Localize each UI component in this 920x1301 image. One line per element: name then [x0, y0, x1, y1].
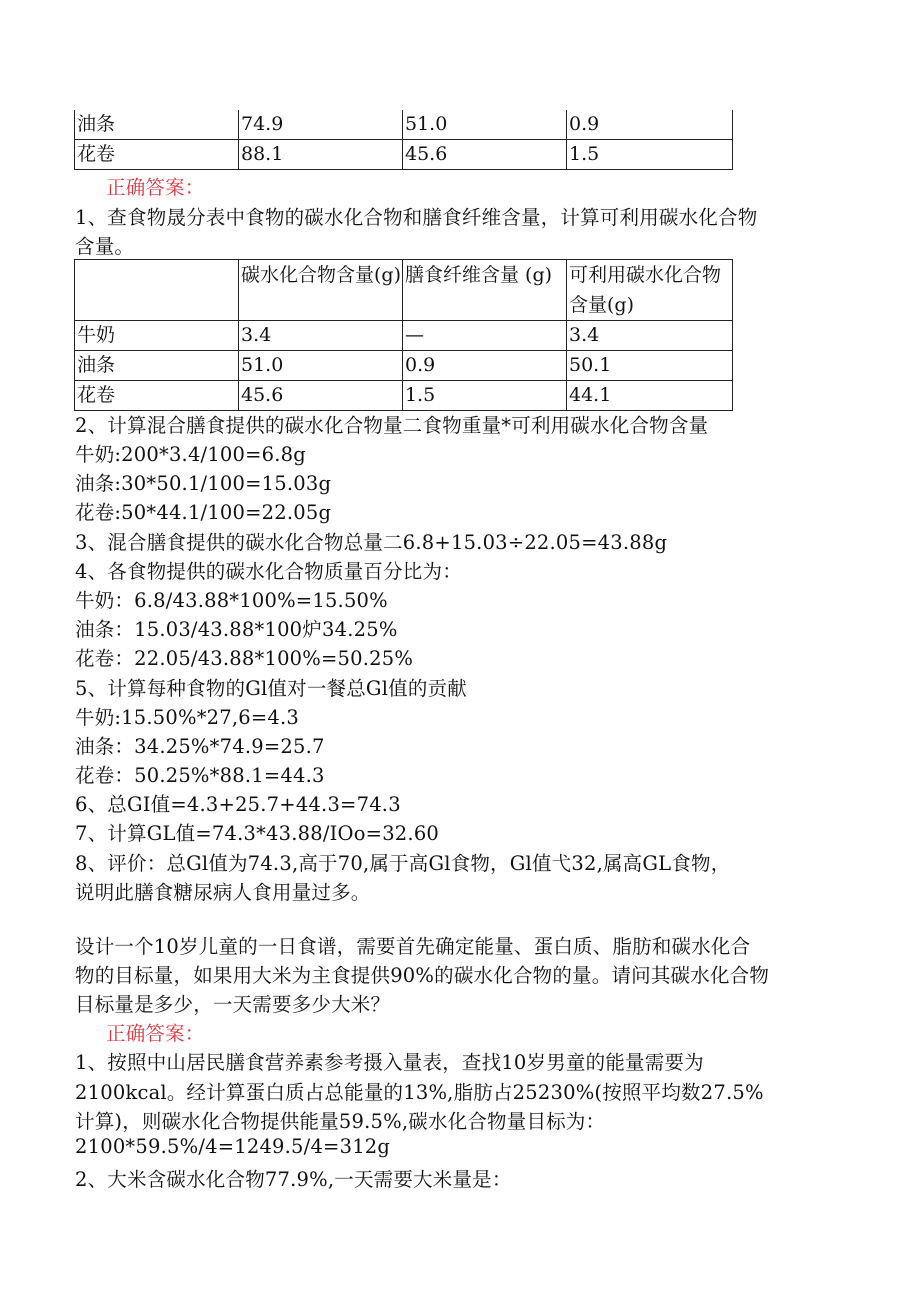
table-cell: 花卷	[75, 381, 239, 411]
table-header-cell	[75, 260, 239, 321]
available-carb-table	[74, 259, 733, 411]
carb-gi-table-continued	[74, 110, 733, 170]
answer-label: 正确答案：	[106, 176, 205, 199]
step-text: 计算)，则碳水化合物提供能量59.5%,碳水化合物量目标为：	[75, 1110, 606, 1133]
calc-text: 油条：34.25%*74.9=25.7	[75, 735, 325, 758]
table-cell: 牛奶	[75, 321, 239, 351]
table-row	[75, 321, 733, 351]
step-text: 含量。	[75, 235, 135, 258]
table-cell: 油条	[75, 110, 239, 140]
table-cell: 50.1	[567, 351, 733, 381]
table-cell: 0.9	[567, 110, 733, 140]
answer-label: 正确答案：	[106, 1022, 205, 1045]
table-cell: 51.0	[403, 110, 567, 140]
step-text: 8、评价：总Gl值为74.3,高于70,属于高Gl食物，Gl值弋32,属高GL食物，	[75, 852, 731, 875]
table-header-cell: 膳食纤维含量 (g)	[403, 260, 567, 321]
table-header-cell: 碳水化合物含量(g)	[239, 260, 403, 321]
step-text: 说明此膳食糖尿病人食用量过多。	[75, 881, 371, 904]
calc-text: 油条:30*50.1/100=15.03g	[75, 472, 332, 495]
table-cell: 3.4	[239, 321, 403, 351]
table-row	[75, 140, 733, 170]
calc-text: 牛奶：6.8/43.88*100%=15.50%	[75, 589, 388, 612]
step-text: 7、计算GL值=74.3*43.88/IOo=32.60	[75, 822, 440, 845]
calc-text: 花卷:50*44.1/100=22.05g	[75, 501, 332, 524]
calc-text: 油条：15.03/43.88*100炉34.25%	[75, 618, 398, 641]
table-row	[75, 110, 733, 140]
table-cell: 花卷	[75, 140, 239, 170]
table-header-cell: 可利用碳水化合物含量(g)	[567, 260, 733, 321]
step-text: 1、按照中山居民膳食营养素参考摄入量表，查找10岁男童的能量需要为	[75, 1051, 704, 1074]
step-text: 4、各食物提供的碳水化合物质量百分比为：	[75, 560, 462, 583]
calc-text: 花卷：50.25%*88.1=44.3	[75, 764, 325, 787]
calc-text: 花卷：22.05/43.88*100%=50.25%	[75, 647, 414, 670]
step-text: 1、查食物晟分表中食物的碳水化合物和膳食纤维含量，计算可利用碳水化合物	[75, 206, 758, 229]
calc-text: 牛奶:15.50%*27,6=4.3	[75, 706, 300, 729]
question-text: 设计一个10岁儿童的一日食谱，需要首先确定能量、蛋白质、脂肪和碳水化合	[75, 935, 751, 958]
table-header-row	[75, 260, 733, 321]
table-cell: 74.9	[239, 110, 403, 140]
table-cell: 3.4	[567, 321, 733, 351]
step-text: 2100kcal。经计算蛋白质占总能量的13%,脂肪占25230%(按照平均数27.5%	[75, 1081, 764, 1104]
step-text: 6、总GI值=4.3+25.7+44.3=74.3	[75, 793, 401, 816]
table-cell: 油条	[75, 351, 239, 381]
question-text: 物的目标量，如果用大米为主食提供90%的碳水化合物的量。请问其碳水化合物	[75, 964, 770, 987]
table-cell: 88.1	[239, 140, 403, 170]
step-text: 3、混合膳食提供的碳水化合物总量二6.8+15.03÷22.05=43.88g	[75, 531, 668, 554]
step-text: 2、计算混合膳食提供的碳水化合物量二食物重量*可利用碳水化合物含量	[75, 414, 709, 437]
table-cell: —	[403, 321, 567, 351]
step-text: 2、大米含碳水化合物77.9%,一天需要大米量是：	[75, 1168, 512, 1191]
table-cell: 51.0	[239, 351, 403, 381]
question-text: 目标量是多少，一天需要多少大米？	[75, 993, 391, 1016]
table-cell: 0.9	[403, 351, 567, 381]
table-cell: 1.5	[403, 381, 567, 411]
calc-text: 牛奶:200*3.4/100=6.8g	[75, 443, 306, 466]
table-cell: 1.5	[567, 140, 733, 170]
table-cell: 44.1	[567, 381, 733, 411]
calc-text: 2100*59.5%/4=1249.5/4=312g	[75, 1135, 391, 1158]
table-cell: 45.6	[403, 140, 567, 170]
table-row	[75, 351, 733, 381]
table-row	[75, 381, 733, 411]
table-cell: 45.6	[239, 381, 403, 411]
step-text: 5、计算每种食物的Gl值对一餐总Gl值的贡献	[75, 677, 467, 700]
